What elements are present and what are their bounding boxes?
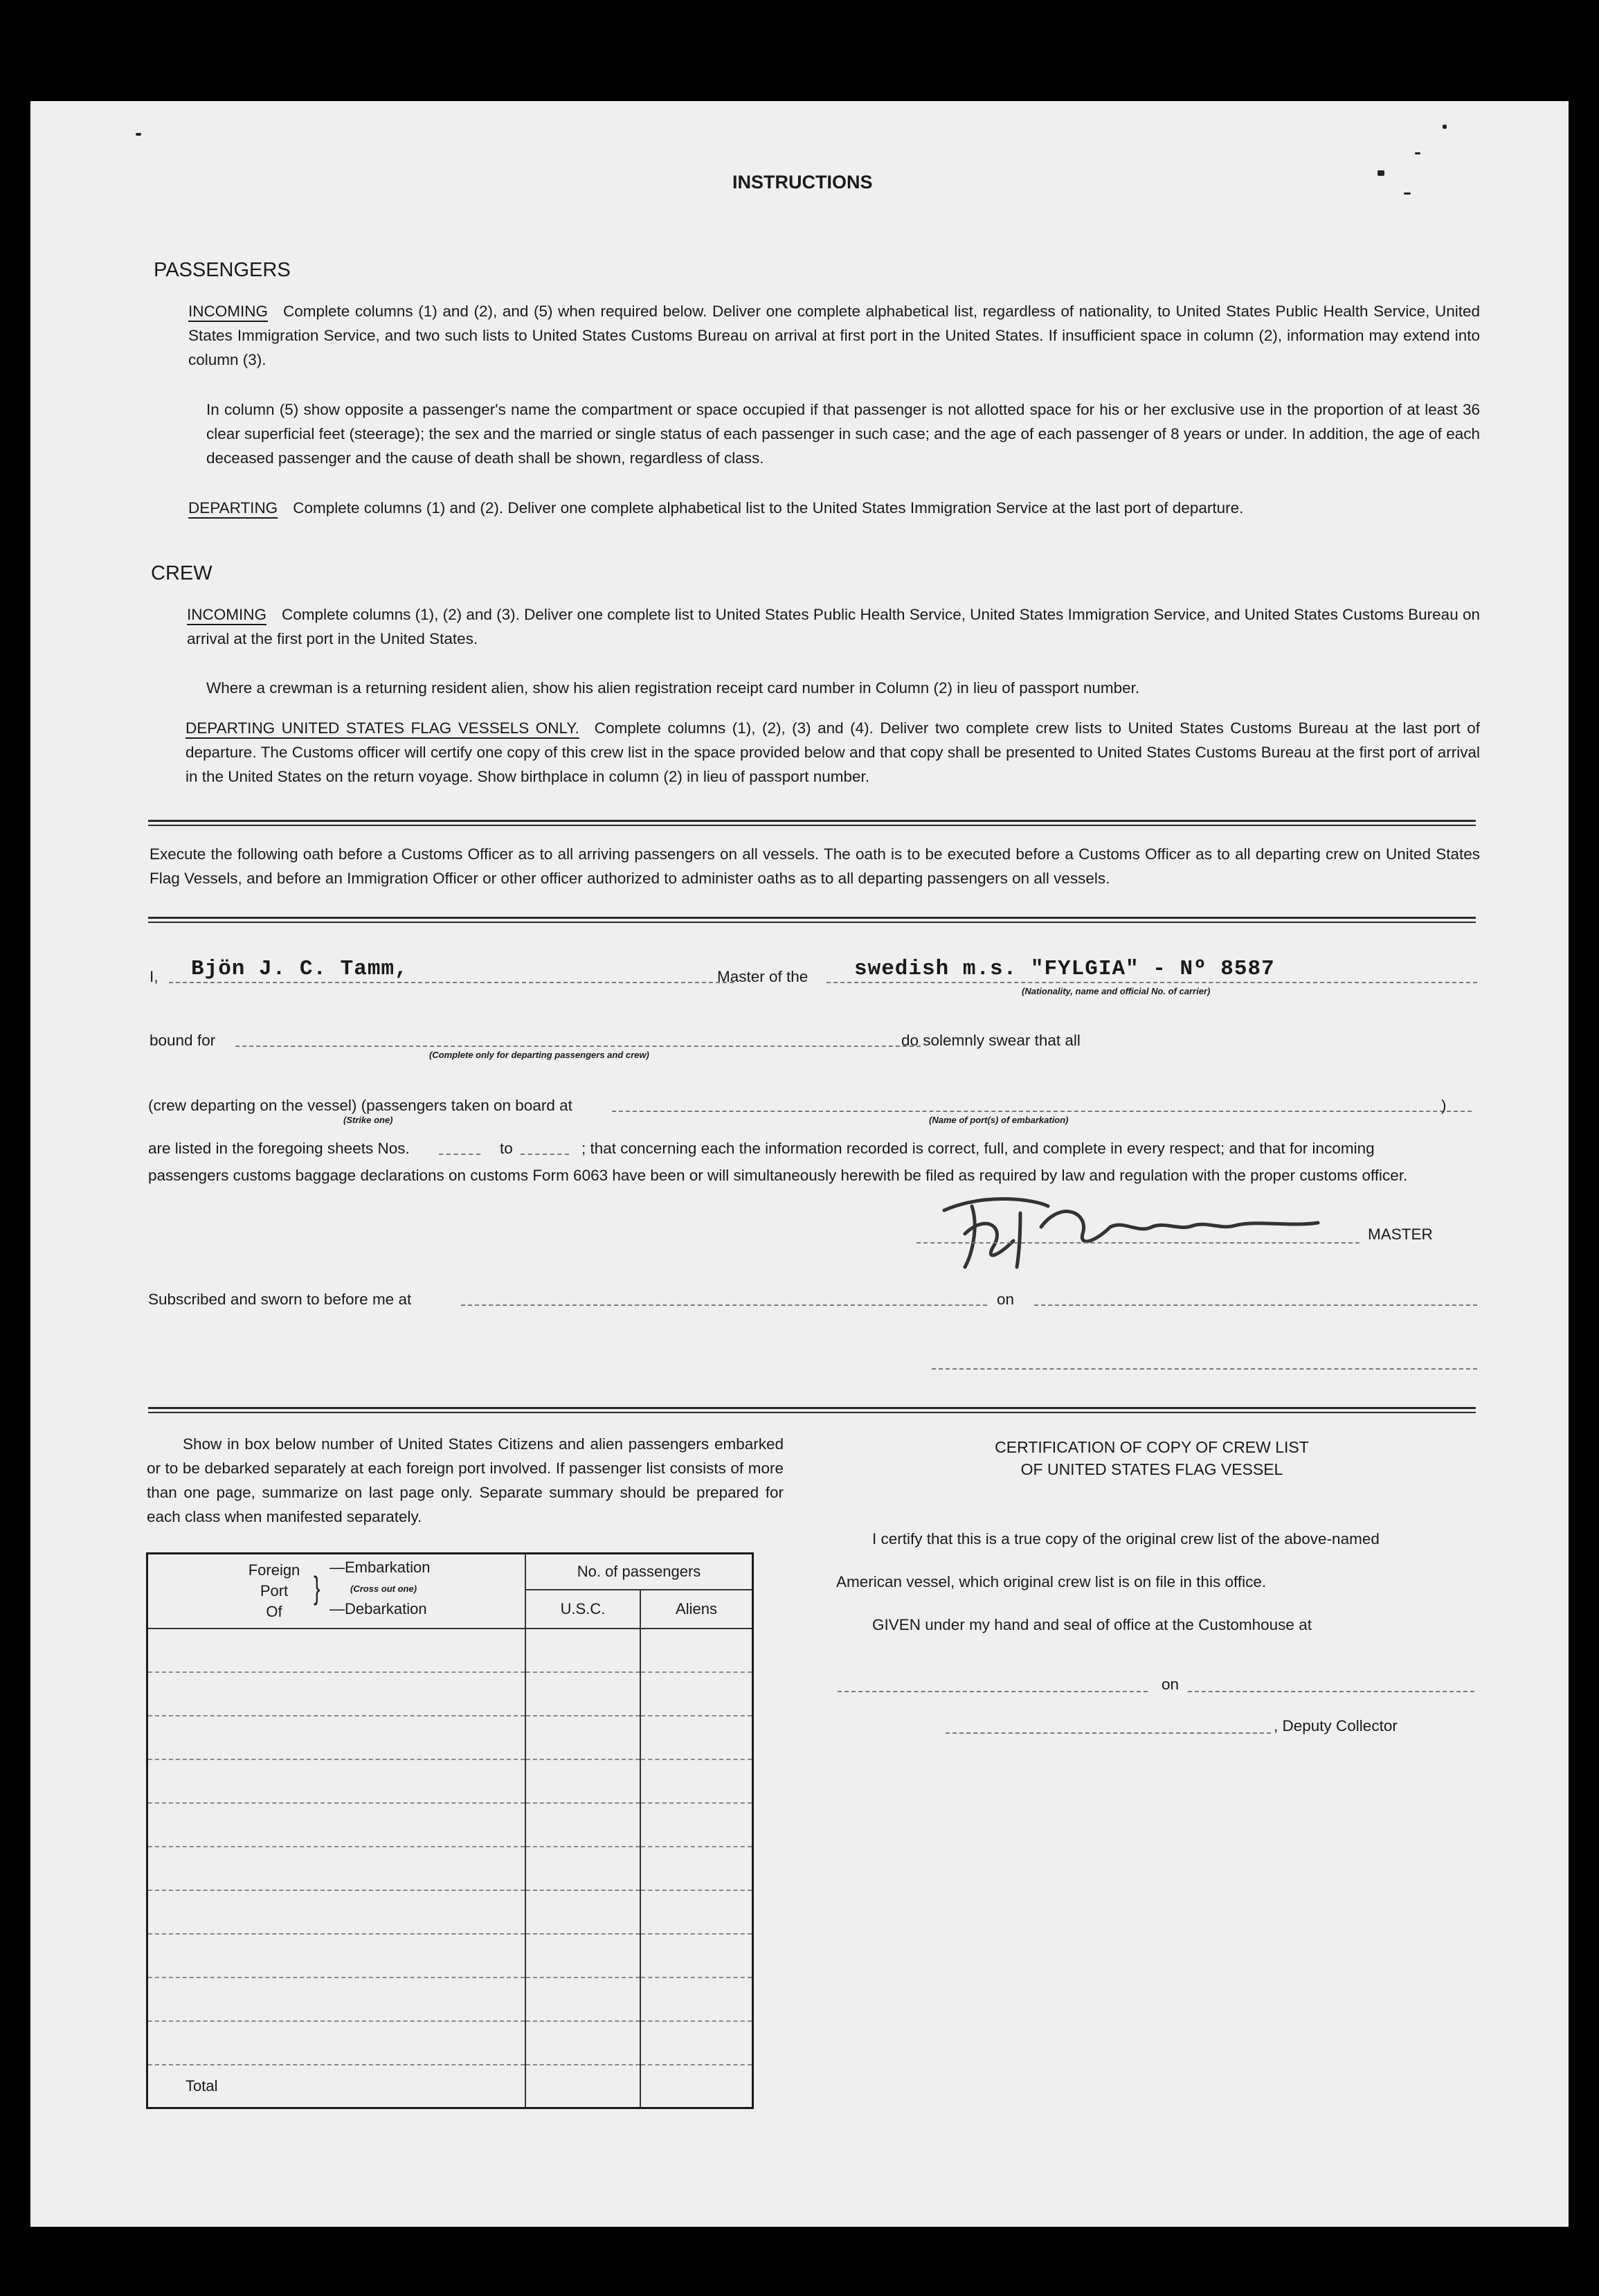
- sheet-from-line: [439, 1154, 480, 1155]
- port-label: Port: [260, 1582, 289, 1599]
- deputy-collector-label: , Deputy Collector: [1274, 1717, 1398, 1734]
- bound-for-note: (Complete only for departing passengers and crew): [429, 1050, 649, 1060]
- certification-title-line-1: CERTIFICATION OF COPY OF CREW LIST: [995, 1438, 1309, 1456]
- master-name-line: [169, 982, 734, 983]
- oath-instructions: Execute the following oath before a Customs Officer as to all arriving passengers on all vessels. The oath is to be executed before a Customs Officer as to all departing crew on United States Flag Vessels, and before an Immigration Officer or other officer authorized to administer oaths as to all departing passengers on all vessels.: [150, 845, 1480, 887]
- total-row: [147, 2065, 753, 2108]
- oath-i-label: I,: [150, 968, 159, 985]
- listed-text-1: are listed in the foregoing sheets Nos.: [148, 1140, 410, 1157]
- vessel-note: (Nationality, name and official No. of carrier): [1022, 986, 1211, 996]
- section-divider: [148, 1412, 1476, 1413]
- total-label: Total: [186, 2077, 218, 2095]
- summary-instructions: Show in box below number of United States Citizens and alien passengers embarked or to be debarked separately at each foreign port involved. If passenger list consists of more than one page, summarize on last page only. Separate summary should be prepared for each class when manifested separately.: [147, 1435, 784, 1525]
- section-divider: [148, 917, 1476, 919]
- master-name-value: Bjön J. C. Tamm,: [191, 957, 408, 981]
- foreign-label: Foreign: [248, 1561, 300, 1579]
- instructions-title: INSTRUCTIONS: [732, 172, 873, 192]
- crew-incoming-text: Complete columns (1), (2) and (3). Deliver one complete list to United States Public Health Service, United States Immigration Service, and United States Customs Bureau on arrival at the first port in the United States.: [187, 606, 1480, 647]
- vessel-value: swedish m.s. "FYLGIA" - Nº 8587: [854, 957, 1275, 981]
- crew-departing-text: Complete columns (1), (2), (3) and (4). Deliver two complete crew lists to United States Customs Bureau at the last port of departure. The Customs officer will certify one copy of this crew list in the space provided below and that copy shall be presented to United States Customs Bureau at the first port of arrival in the United States on the return voyage. Show birthplace in column (2) in lieu of passport number.: [186, 719, 1480, 785]
- passengers-heading: PASSENGERS: [154, 259, 291, 281]
- table-row: [147, 1847, 753, 1890]
- master-of-label: Master of the: [717, 968, 808, 985]
- count-subheaders: [526, 1590, 752, 1628]
- foreign-port-of-labels: [240, 1560, 309, 1622]
- certification-title: [826, 1436, 1477, 1480]
- table-row: [147, 1803, 753, 1847]
- scan-speck: [1377, 170, 1384, 176]
- cross-out-note: (Cross out one): [350, 1584, 417, 1594]
- bound-for-label: bound for: [150, 1032, 216, 1049]
- passengers-departing-text: Complete columns (1) and (2). Deliver one complete alphabetical list to the United States Immigration Service at the last port of departure.: [293, 499, 1244, 517]
- passengers-departing-paragraph: [188, 496, 1480, 520]
- subscribed-place-line: [461, 1304, 987, 1306]
- foreign-port-header: [147, 1554, 526, 1629]
- of-label: Of: [266, 1603, 282, 1620]
- table-row: [147, 1759, 753, 1803]
- crew-departing-label: DEPARTING UNITED STATES FLAG VESSELS ONLY.: [186, 719, 579, 737]
- customhouse-place-line: [838, 1691, 1148, 1692]
- brace: }: [314, 1570, 320, 1606]
- listed-to: to: [500, 1140, 513, 1157]
- subscribed-on-label: on: [997, 1291, 1015, 1308]
- signature-line: [916, 1242, 1359, 1244]
- port-of-embarkation-line: [612, 1111, 1472, 1112]
- certification-on-label: on: [1162, 1676, 1180, 1693]
- strike-one-note: (Strike one): [343, 1115, 393, 1125]
- officer-signature-line: [932, 1368, 1477, 1370]
- scan-speck: [1443, 125, 1447, 129]
- subscribed-label: Subscribed and sworn to before me at: [148, 1291, 412, 1308]
- given-line: GIVEN under my hand and seal of office at the Customhouse at: [872, 1616, 1312, 1633]
- debarkation-label: —Debarkation: [329, 1600, 427, 1617]
- passengers-column5-paragraph: In column (5) show opposite a passenger's name the compartment or space occupied if that passenger is not allotted space for his or her exclusive use in the proportion of at least 36 clear superficial feet (steerage); the sex and the married or single status of each passenger in such case; and the age of each passenger of 8 years or under. In addition, the age of each deceased passenger and the cause of death shall be shown, regardless of class.: [206, 401, 1480, 467]
- crew-departing-paragraph: [186, 716, 1480, 789]
- section-divider: [148, 922, 1476, 923]
- crew-incoming-paragraph: [187, 602, 1480, 651]
- table-row: [147, 1977, 753, 2021]
- crew-heading: CREW: [151, 562, 213, 584]
- usc-header: U.S.C.: [526, 1590, 641, 1628]
- table-row: [147, 1934, 753, 1977]
- section-divider: [148, 1407, 1476, 1409]
- swear-label: do solemnly swear that all: [901, 1032, 1081, 1049]
- certification-title-line-2: OF UNITED STATES FLAG VESSEL: [1020, 1460, 1283, 1478]
- table-row: [147, 1716, 753, 1759]
- document-page: [30, 101, 1569, 2227]
- section-divider: [148, 825, 1476, 826]
- crew-departing-label: (crew departing on the vessel) (passengers taken on board at: [148, 1097, 572, 1114]
- certify-line-1: I certify that this is a true copy of the original crew list of the above-named: [872, 1530, 1380, 1548]
- passengers-incoming-text: Complete columns (1) and (2), and (5) when required below. Deliver one complete alphabetical list, regardless of nationality, to United States Public Health Service, United States Immigration Service, and two such lists to United States Customs Bureau on arrival at first port in the United States. If insufficient space in column (2), information may extend into column (3).: [188, 303, 1480, 368]
- passenger-summary-table: [146, 1552, 754, 2109]
- table-row: [147, 1629, 753, 1672]
- section-divider: [148, 820, 1476, 822]
- passengers-incoming-paragraph: [188, 299, 1480, 372]
- passengers-departing-label: DEPARTING: [188, 499, 278, 517]
- scan-speck: [1415, 152, 1420, 154]
- vessel-line: [826, 982, 1477, 983]
- no-of-passengers-label: No. of passengers: [526, 1554, 752, 1590]
- passengers-incoming-label: INCOMING: [188, 303, 268, 320]
- table-row: [147, 1672, 753, 1716]
- master-label: MASTER: [1368, 1226, 1433, 1243]
- certify-line-2: American vessel, which original crew list is on file in this office.: [836, 1573, 1267, 1590]
- passengers-count-header: [525, 1554, 753, 1629]
- crew-incoming-label: INCOMING: [187, 606, 266, 623]
- embarkation-label: —Embarkation: [329, 1559, 431, 1576]
- table-row: [147, 1890, 753, 1934]
- crew-returning-paragraph: Where a crewman is a returning resident alien, show his alien registration receipt card number in Column (2) in lieu of passport number.: [206, 679, 1140, 697]
- bound-for-line: [235, 1046, 921, 1047]
- deputy-collector-line: [946, 1732, 1271, 1734]
- scan-speck: [136, 133, 141, 136]
- listed-text-2: ; that concerning each the information recorded is correct, full, and complete in every respect; and that for incoming: [581, 1140, 1375, 1157]
- port-note: (Name of port(s) of embarkation): [929, 1115, 1069, 1125]
- sheet-to-line: [521, 1154, 569, 1155]
- aliens-header: Aliens: [676, 1600, 717, 1617]
- close-paren: ): [1441, 1097, 1447, 1114]
- subscribed-date-line: [1034, 1304, 1477, 1306]
- listed-text-3: passengers customs baggage declarations on customs Form 6063 have been or will simultaneously herewith be filed as required by law and regulation with the proper customs officer.: [148, 1167, 1408, 1184]
- table-row: [147, 2021, 753, 2065]
- certification-date-line: [1188, 1691, 1474, 1692]
- scan-speck: [1404, 192, 1411, 195]
- master-signature: [930, 1185, 1373, 1275]
